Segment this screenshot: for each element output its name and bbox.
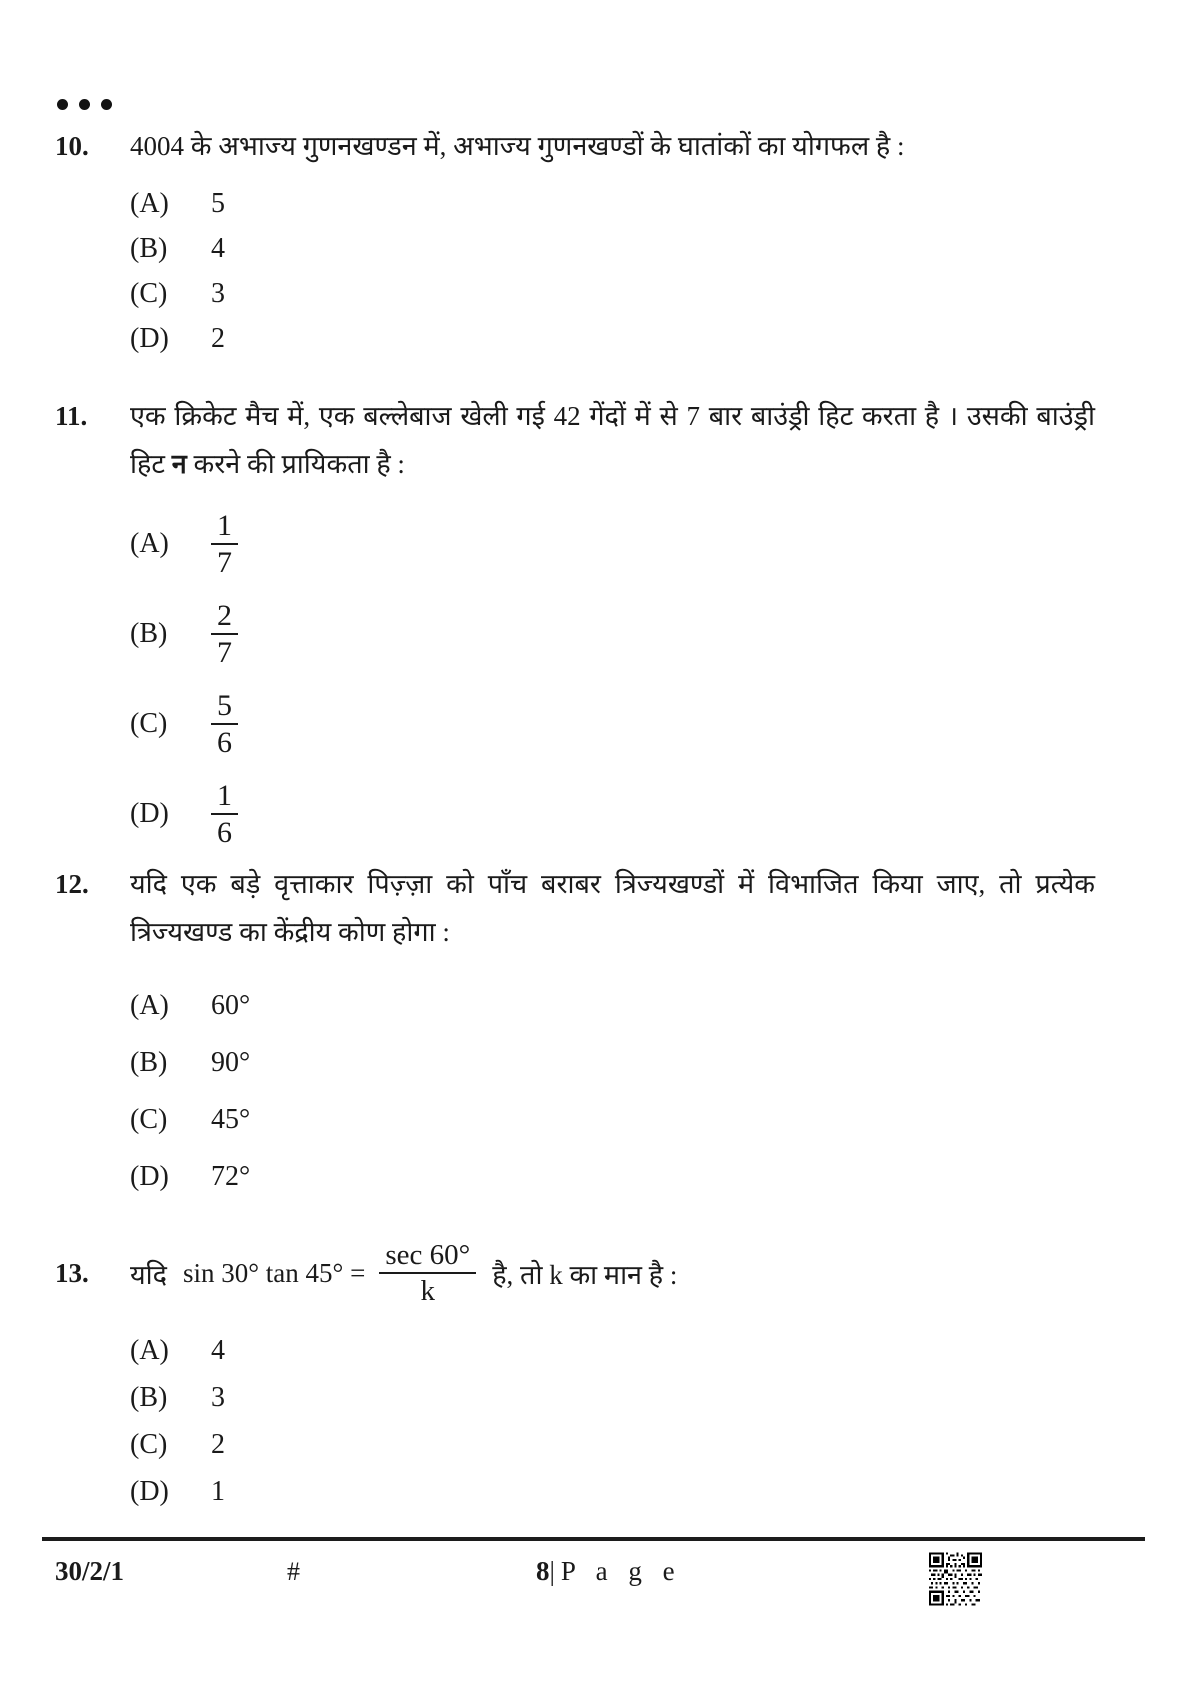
fraction <box>211 510 238 578</box>
question-12 <box>55 860 1140 1219</box>
ellipsis-dots <box>57 99 112 110</box>
question-number: 10. <box>55 131 89 161</box>
option-row <box>130 1336 1140 1366</box>
question-text <box>130 860 1095 956</box>
option-row <box>130 234 1140 264</box>
option-label: (D) <box>130 1161 169 1192</box>
option-label: (D) <box>130 798 169 829</box>
dot-icon <box>79 99 90 110</box>
fraction-numerator: 1 <box>211 780 238 815</box>
option-value: 3 <box>211 1382 225 1413</box>
page-number-label <box>536 1556 682 1587</box>
option-label: (A) <box>130 528 169 559</box>
option-value: 90° <box>211 1047 251 1078</box>
option-row <box>130 279 1140 309</box>
question-11 <box>55 392 1140 870</box>
question-text: 4004 के अभाज्य गुणनखण्डन में, अभाज्य गुणनखण्डों के घातांकों का योगफल है : <box>130 131 905 161</box>
option-row <box>130 510 1140 578</box>
pipe-divider: | <box>549 1556 555 1586</box>
fraction-numerator: sec 60° <box>379 1240 476 1274</box>
option-label: (A) <box>130 990 169 1021</box>
fraction <box>379 1240 476 1306</box>
page-word: P a g e <box>560 1556 682 1586</box>
question-number: 13. <box>55 1258 89 1288</box>
question-text-line1: एक क्रिकेट मैच में, एक बल्लेबाज खेली गई 42 गेंदों में से 7 बार बाउंड्री हिट करता है । उसकी बाउंड्री <box>130 401 1095 431</box>
question-13 <box>55 1240 1140 1524</box>
question-text-line2: हिट न करने की प्रायिकता है : <box>130 449 405 479</box>
option-label: (D) <box>130 323 169 354</box>
math-expression: sin 30° tan 45° = <box>183 1257 366 1288</box>
question-number: 12. <box>55 869 89 899</box>
option-row <box>130 600 1140 668</box>
option-label: (B) <box>130 1047 168 1078</box>
question-text: यदि <box>130 1259 167 1290</box>
dot-icon <box>101 99 112 110</box>
fraction-denominator: 7 <box>217 636 232 669</box>
option-row <box>130 1477 1140 1507</box>
option-row <box>130 324 1140 354</box>
option-label: (C) <box>130 1104 168 1135</box>
page-number: 8 <box>536 1556 550 1586</box>
options-list <box>130 189 1140 354</box>
option-value: 5 <box>211 188 225 219</box>
option-label: (B) <box>130 618 168 649</box>
option-label: (C) <box>130 278 168 309</box>
fraction-numerator: 5 <box>211 690 238 725</box>
option-row <box>130 1383 1140 1413</box>
option-value: 72° <box>211 1161 251 1192</box>
fraction-denominator: 6 <box>217 816 232 849</box>
option-value: 4 <box>211 233 225 264</box>
option-value: 2 <box>211 323 225 354</box>
option-value: 3 <box>211 278 225 309</box>
fraction-denominator: 7 <box>217 546 232 579</box>
fraction-denominator: 6 <box>217 726 232 759</box>
option-label: (A) <box>130 188 169 219</box>
option-row <box>130 1430 1140 1460</box>
fraction <box>211 600 238 668</box>
option-row <box>130 1048 1140 1078</box>
fraction-numerator: 2 <box>211 600 238 635</box>
option-label: (A) <box>130 1335 169 1366</box>
bold-word: न <box>171 449 187 479</box>
options-list <box>130 1336 1140 1507</box>
paper-code: 30/2/1 <box>55 1556 125 1586</box>
option-label: (B) <box>130 1382 168 1413</box>
dot-icon <box>57 99 68 110</box>
question-text-line1: यदि एक बड़े वृत्ताकार पिज़्ज़ा को पाँच बराबर त्रिज्यखण्डों में विभाजित किया जाए, तो प्रत्येक <box>130 869 1095 899</box>
option-row <box>130 780 1140 848</box>
question-10 <box>55 122 1140 369</box>
question-text: है, तो k का मान है : <box>492 1259 678 1290</box>
question-text <box>130 392 1095 488</box>
footer-rule <box>42 1537 1145 1541</box>
option-value: 1 <box>211 1476 225 1507</box>
option-row <box>130 1162 1140 1192</box>
question-text-line2: त्रिज्यखण्ड का केंद्रीय कोण होगा : <box>130 917 450 947</box>
option-label: (D) <box>130 1476 169 1507</box>
fraction <box>211 690 238 758</box>
fraction-denominator: k <box>420 1275 436 1307</box>
fraction-numerator: 1 <box>211 510 238 545</box>
qr-code <box>929 1551 982 1607</box>
options-list <box>130 510 1140 848</box>
option-value: 4 <box>211 1335 225 1366</box>
option-value: 60° <box>211 990 251 1021</box>
option-value: 2 <box>211 1429 225 1460</box>
hash-mark: # <box>287 1557 300 1586</box>
question-formula-line <box>55 1240 1140 1306</box>
option-row <box>130 189 1140 219</box>
option-label: (C) <box>130 1429 168 1460</box>
option-row <box>130 690 1140 758</box>
option-value: 45° <box>211 1104 251 1135</box>
option-label: (C) <box>130 708 168 739</box>
options-list <box>130 991 1140 1192</box>
question-number: 11. <box>55 401 88 431</box>
option-row <box>130 1105 1140 1135</box>
option-row <box>130 991 1140 1021</box>
fraction <box>211 780 238 848</box>
option-label: (B) <box>130 233 168 264</box>
